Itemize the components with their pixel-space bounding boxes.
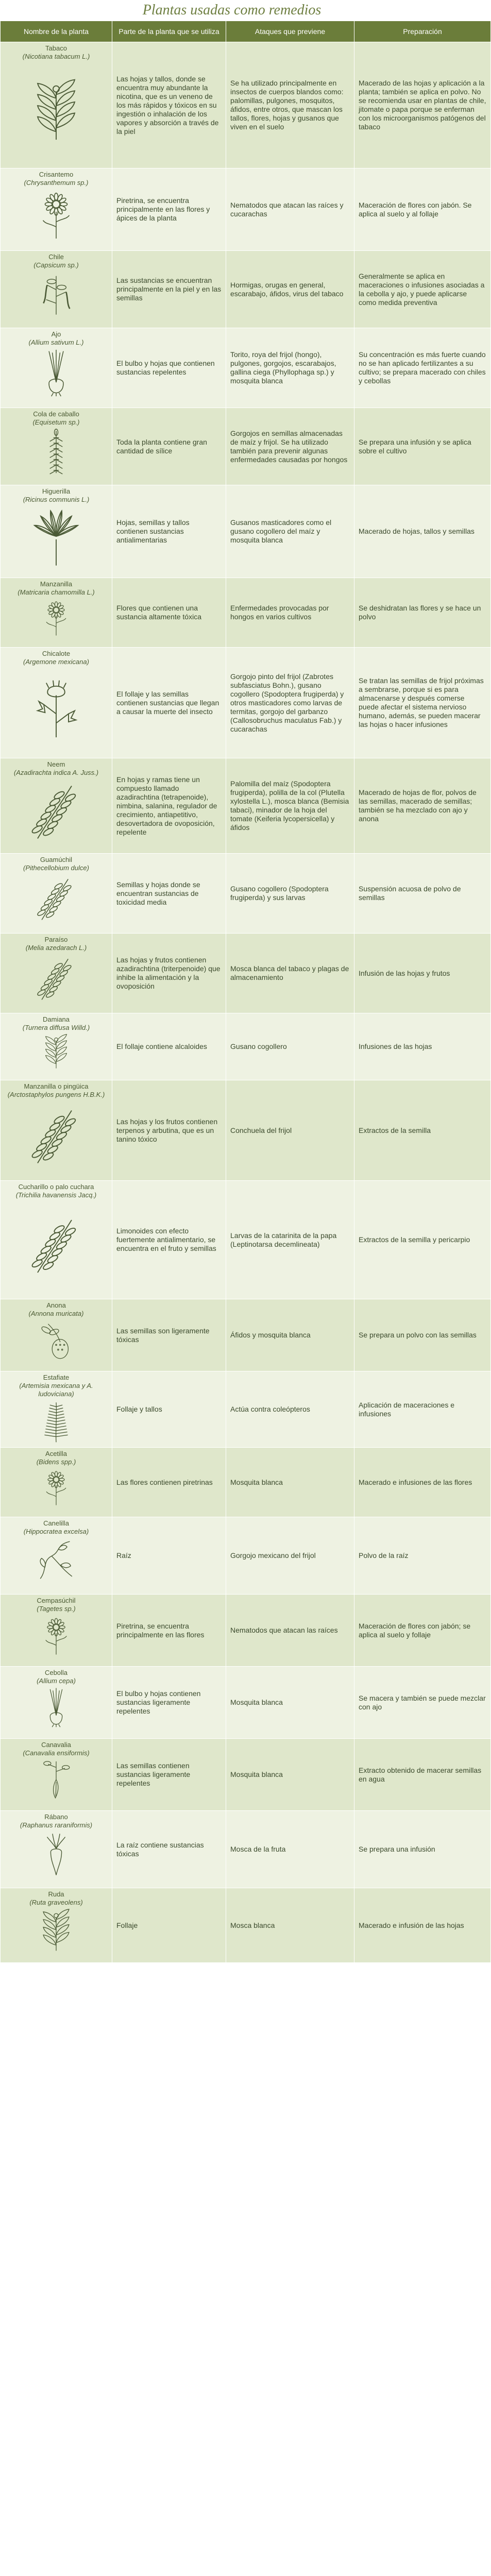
plant-illustration	[25, 189, 87, 242]
plant-illustration	[25, 1468, 87, 1508]
plant-part-cell: El follaje y las semillas contienen sustancias que llegan a causar la muerte del insecto	[112, 648, 226, 758]
plant-part-cell: Raíz	[112, 1517, 226, 1595]
preparation-cell: Extractos de la semilla y pericarpio	[354, 1181, 491, 1299]
plant-scientific-name: (Raphanus raraniformis)	[20, 1821, 93, 1829]
pests-cell: Enfermedades provocadas por hongos en varios cultivos	[226, 578, 354, 648]
plant-part-cell: La raíz contiene sustancias tóxicas	[112, 1811, 226, 1888]
remedies-table	[0, 21, 491, 1963]
plant-illustration	[25, 1400, 87, 1445]
table-row	[1, 1811, 491, 1888]
plant-scientific-name: (Bidens spp.)	[36, 1458, 76, 1466]
plant-cell	[1, 1667, 112, 1739]
header-plant-part: Parte de la planta que se utiliza	[112, 21, 226, 42]
pests-cell: Gusanos masticadores como el gusano cogollero del maíz y mosquita blanca	[226, 485, 354, 578]
preparation-cell: Su concentración es más fuerte cuando no se han aplicado fertilizantes a su cultivo; se prepara macerado con chiles y cebollas	[354, 328, 491, 408]
plant-part-cell: Limonoides con efecto fuertemente antialimentario, se encuentra en el fruto y semillas	[112, 1181, 226, 1299]
table-row	[1, 1181, 491, 1299]
table-row	[1, 648, 491, 758]
table-row	[1, 42, 491, 168]
plant-cell	[1, 758, 112, 854]
preparation-cell: Macerado de hojas, tallos y semillas	[354, 485, 491, 578]
preparation-cell: Generalmente se aplica en maceraciones o infusiones asociadas a la cebolla y ajo, y puede aplicarse como medida preventiva	[354, 251, 491, 328]
table-row	[1, 854, 491, 934]
pests-cell: Gusano cogollero	[226, 1013, 354, 1080]
plant-illustration	[25, 429, 87, 476]
plant-scientific-name: (Annona muricata)	[28, 1310, 84, 1317]
plant-scientific-name: (Matricaria chamomilla L.)	[18, 588, 95, 596]
plant-name	[4, 580, 109, 597]
plant-common-name: Chile	[48, 253, 64, 261]
plant-illustration	[25, 954, 87, 1004]
plant-illustration	[25, 599, 87, 638]
plant-scientific-name: (Allium sativum L.)	[28, 338, 84, 346]
plant-cell	[1, 1448, 112, 1517]
plant-part-cell: Follaje y tallos	[112, 1371, 226, 1448]
plant-common-name: Canelilla	[43, 1519, 69, 1527]
plant-name	[4, 171, 109, 187]
plant-scientific-name: (Trichilia havanensis Jacq.)	[15, 1191, 97, 1199]
plant-cell	[1, 578, 112, 648]
pests-cell: Gusano cogollero (Spodoptera frugiperda) y sus larvas	[226, 854, 354, 934]
pests-cell: Conchuela del frijol	[226, 1080, 354, 1181]
pests-cell: Hormigas, orugas en general, escarabajo, áfidos, virus del tabaco	[226, 251, 354, 328]
plant-part-cell: Flores que contienen una sustancia altamente tóxica	[112, 578, 226, 648]
plant-part-cell: Las hojas y frutos contienen azadirachtina (triterpenoide) que inhibe la alimentación y la ovoposición	[112, 934, 226, 1013]
plant-name	[4, 1597, 109, 1613]
preparation-cell: Polvo de la raíz	[354, 1517, 491, 1595]
plant-part-cell: Follaje	[112, 1888, 226, 1963]
plant-illustration	[25, 349, 87, 399]
plant-cell	[1, 1888, 112, 1963]
plant-illustration	[25, 1615, 87, 1657]
plant-scientific-name: (Equisetum sp.)	[32, 418, 80, 426]
pests-cell: Gorgojo mexicano del frijol	[226, 1517, 354, 1595]
plant-common-name: Higuerilla	[42, 487, 71, 495]
plant-part-cell: Piretrina, se encuentra principalmente en las flores	[112, 1595, 226, 1667]
plant-illustration	[25, 272, 87, 319]
plant-scientific-name: (Pithecellobium dulce)	[23, 864, 89, 872]
preparation-cell: Macerado e infusión de las hojas	[354, 1888, 491, 1963]
table-row	[1, 408, 491, 485]
plant-name	[4, 1519, 109, 1536]
plant-illustration	[25, 1034, 87, 1071]
preparation-cell: Maceración de flores con jabón. Se aplica al suelo y al follaje	[354, 168, 491, 251]
plant-name	[4, 410, 109, 427]
pests-cell: Nematodos que atacan las raíces	[226, 1595, 354, 1667]
plant-part-cell: Las semillas contienen sustancias ligeramente repelentes	[112, 1739, 226, 1811]
plant-cell	[1, 408, 112, 485]
plant-cell	[1, 1517, 112, 1595]
plant-common-name: Tabaco	[45, 44, 67, 52]
preparation-cell: Extractos de la semilla	[354, 1080, 491, 1181]
plant-name	[4, 1813, 109, 1829]
plant-illustration	[25, 506, 87, 569]
plant-part-cell: Las flores contienen piretrinas	[112, 1448, 226, 1517]
pests-cell: Nematodos que atacan las raíces y cucarachas	[226, 168, 354, 251]
plant-name	[4, 760, 109, 777]
plant-common-name: Neem	[47, 760, 65, 768]
plant-scientific-name: (Artemisia mexicana y A. ludoviciana)	[19, 1382, 93, 1398]
plant-name	[4, 1890, 109, 1907]
plant-name	[4, 44, 109, 61]
plant-part-cell: En hojas y ramas tiene un compuesto llamado azadirachtina (tetrapenoide), nimbina, salanina, regulador de crecimiento, antiapetitivo, desovertadora de ovoposición, repelente	[112, 758, 226, 854]
header-pests: Ataques que previene	[226, 21, 354, 42]
header-row	[1, 21, 491, 42]
plant-scientific-name: (Canavalia ensiformis)	[23, 1749, 90, 1757]
plant-cell	[1, 251, 112, 328]
plant-scientific-name: (Melia azedarach L.)	[25, 944, 87, 952]
plant-name	[4, 1741, 109, 1757]
table-row	[1, 1888, 491, 1963]
plant-common-name: Ajo	[51, 330, 61, 338]
plant-scientific-name: (Turnera diffusa Willd.)	[22, 1024, 90, 1031]
table-row	[1, 1371, 491, 1448]
plant-part-cell: Piretrina, se encuentra principalmente en las flores y ápices de la planta	[112, 168, 226, 251]
plant-illustration	[25, 1687, 87, 1730]
table-row	[1, 1299, 491, 1371]
plant-cell	[1, 854, 112, 934]
plant-illustration	[25, 779, 87, 844]
preparation-cell: Se deshidratan las flores y se hace un polvo	[354, 578, 491, 648]
plant-part-cell: Hojas, semillas y tallos contienen sustancias antialimentarias	[112, 485, 226, 578]
preparation-cell: Suspensión acuosa de polvo de semillas	[354, 854, 491, 934]
plant-common-name: Canavalia	[41, 1741, 71, 1749]
plant-common-name: Cola de caballo	[33, 410, 79, 418]
plant-common-name: Anona	[46, 1301, 66, 1309]
plant-name	[4, 1669, 109, 1685]
plant-common-name: Paraíso	[44, 936, 68, 943]
plant-common-name: Ruda	[48, 1890, 64, 1898]
table-row	[1, 251, 491, 328]
plant-name	[4, 856, 109, 872]
plant-cell	[1, 648, 112, 758]
table-row	[1, 1080, 491, 1181]
plant-illustration	[25, 1909, 87, 1954]
pests-cell: Torito, roya del frijol (hongo), pulgones, gorgojos, escarabajos, gallina ciega (Phyllophaga sp.) y mosquita blanca	[226, 328, 354, 408]
pests-cell: Larvas de la catarinita de la papa (Leptinotarsa decemlineata)	[226, 1181, 354, 1299]
pests-cell: Mosquita blanca	[226, 1667, 354, 1739]
plant-cell	[1, 42, 112, 168]
plant-cell	[1, 1080, 112, 1181]
preparation-cell: Extracto obtenido de macerar semillas en agua	[354, 1739, 491, 1811]
plant-name	[4, 1015, 109, 1032]
plant-illustration	[25, 1320, 87, 1362]
table-row	[1, 168, 491, 251]
preparation-cell: Se prepara una infusión y se aplica sobre el cultivo	[354, 408, 491, 485]
plant-part-cell: Las sustancias se encuentran principalmente en la piel y en las semillas	[112, 251, 226, 328]
plant-name	[4, 1301, 109, 1318]
plant-common-name: Chicalote	[42, 650, 71, 657]
plant-illustration	[25, 1538, 87, 1585]
plant-cell	[1, 1181, 112, 1299]
plant-name	[4, 253, 109, 269]
preparation-cell: Infusión de las hojas y frutos	[354, 934, 491, 1013]
plant-cell	[1, 485, 112, 578]
plant-part-cell: El bulbo y hojas contienen sustancias ligeramente repelentes	[112, 1667, 226, 1739]
preparation-cell: Macerado de las hojas y aplicación a la planta; también se aplica en polvo. No se recomienda usar en plantas de chile, jitomate o papa porque se enferman con los microorganismos patógenos del tabaco	[354, 42, 491, 168]
plant-illustration	[25, 1101, 87, 1172]
plant-part-cell: Las semillas son ligeramente tóxicas	[112, 1299, 226, 1371]
plant-illustration	[25, 1832, 87, 1879]
plant-common-name: Cebolla	[44, 1669, 68, 1676]
plant-illustration	[25, 1201, 87, 1290]
table-row	[1, 328, 491, 408]
pests-cell: Gorgojo pinto del frijol (Zabrotes subfasciatus Bohn.), gusano cogollero (Spodoptera frugiperda) y otros masticadores como larvas de termitas, gorgojo del garbanzo (Callosobruchus maculatus Fab.) y cucarachas	[226, 648, 354, 758]
plant-common-name: Cempasúchil	[37, 1597, 76, 1604]
plant-part-cell: El follaje contiene alcaloides	[112, 1013, 226, 1080]
plant-part-cell: Las hojas y tallos, donde se encuentra muy abundante la nicotina, que es un veneno de los más rápidos y tóxicos en su ingestión o inhalación de los vapores y absorción a través de la piel	[112, 42, 226, 168]
pests-cell: Mosca blanca	[226, 1888, 354, 1963]
plant-name	[4, 650, 109, 666]
table-row	[1, 1517, 491, 1595]
plant-cell	[1, 1739, 112, 1811]
plant-common-name: Acetilla	[45, 1450, 67, 1458]
plant-scientific-name: (Capsicum sp.)	[33, 261, 79, 269]
plant-name	[4, 1374, 109, 1398]
plant-name	[4, 330, 109, 347]
plant-common-name: Guamúchil	[40, 856, 73, 863]
plant-part-cell: Las hojas y los frutos contienen terpenos y arbutina, que es un tanino tóxico	[112, 1080, 226, 1181]
plant-scientific-name: (Azadirachta indica A. Juss.)	[13, 769, 99, 776]
table-row	[1, 1595, 491, 1667]
plant-scientific-name: (Hippocratea excelsa)	[23, 1528, 89, 1535]
table-row	[1, 485, 491, 578]
plant-common-name: Manzanilla o pingüica	[24, 1082, 89, 1090]
plant-name	[4, 487, 109, 504]
plant-scientific-name: (Tagetes sp.)	[37, 1605, 76, 1613]
plant-part-cell: El bulbo y hojas que contienen sustancias repelentes	[112, 328, 226, 408]
table-row	[1, 1448, 491, 1517]
plant-scientific-name: (Argemone mexicana)	[23, 658, 89, 666]
table-row	[1, 1667, 491, 1739]
plant-common-name: Crisantemo	[39, 171, 74, 178]
pests-cell: Mosquita blanca	[226, 1448, 354, 1517]
plant-cell	[1, 328, 112, 408]
table-row	[1, 758, 491, 854]
plant-part-cell: Toda la planta contiene gran cantidad de sílice	[112, 408, 226, 485]
plant-common-name: Damiana	[42, 1015, 70, 1023]
plant-scientific-name: (Ricinus communis L.)	[23, 496, 90, 503]
table-row	[1, 934, 491, 1013]
plant-illustration	[25, 1759, 87, 1802]
pests-cell: Gorgojos en semillas almacenadas de maíz y frijol. Se ha utilizado también para prevenir algunas enfermedades causadas por hongos	[226, 408, 354, 485]
table-row	[1, 1013, 491, 1080]
pests-cell: Mosca blanca del tabaco y plagas de almacenamiento	[226, 934, 354, 1013]
pests-cell: Actúa contra coleópteros	[226, 1371, 354, 1448]
preparation-cell: Se prepara una infusión	[354, 1811, 491, 1888]
page-title: Plantas usadas como remedios	[142, 2, 321, 18]
plant-cell	[1, 1811, 112, 1888]
plant-illustration	[25, 874, 87, 924]
plant-common-name: Manzanilla	[40, 580, 73, 588]
preparation-cell: Infusiones de las hojas	[354, 1013, 491, 1080]
plant-scientific-name: (Chrysanthemum sp.)	[24, 179, 89, 187]
preparation-cell: Macerado de hojas de flor, polvos de las semillas, macerado de semillas; también se ha mezclado con ajo y anona	[354, 758, 491, 854]
pests-cell: Se ha utilizado principalmente en insectos de cuerpos blandos como: palomillas, pulgones, mosquitos, áfidos, entre otros, que mascan los tallos, flores, hojas y gusanos que viven en el suelo	[226, 42, 354, 168]
pests-cell: Áfidos y mosquita blanca	[226, 1299, 354, 1371]
table-row	[1, 1739, 491, 1811]
preparation-cell: Maceración de flores con jabón; se aplica al suelo y follaje	[354, 1595, 491, 1667]
header-plant-name: Nombre de la planta	[1, 21, 112, 42]
plant-scientific-name: (Arctostaphylos pungens H.B.K.)	[7, 1091, 105, 1098]
preparation-cell: Se macera y también se puede mezclar con ajo	[354, 1667, 491, 1739]
pests-cell: Palomilla del maíz (Spodoptera frugiperda), polilla de la col (Plutella xylostella L.), mosca blanca (Bemisia tabaci), minador de la hoja del tomate (Keiferia lycopersicella) y áfidos	[226, 758, 354, 854]
plant-name	[4, 1450, 109, 1466]
plant-cell	[1, 168, 112, 251]
plant-cell	[1, 1371, 112, 1448]
plant-illustration	[25, 63, 87, 159]
plant-name	[4, 936, 109, 952]
table-row	[1, 578, 491, 648]
header-preparation: Preparación	[354, 21, 491, 42]
pests-cell: Mosquita blanca	[226, 1739, 354, 1811]
plant-cell	[1, 934, 112, 1013]
pests-cell: Mosca de la fruta	[226, 1811, 354, 1888]
plant-cell	[1, 1299, 112, 1371]
plant-part-cell: Semillas y hojas donde se encuentran sustancias de toxicidad media	[112, 854, 226, 934]
plant-scientific-name: (Nicotiana tabacum L.)	[22, 53, 90, 60]
plant-scientific-name: (Allium cepa)	[37, 1677, 76, 1685]
plant-illustration	[25, 668, 87, 749]
preparation-cell: Macerado e infusiones de las flores	[354, 1448, 491, 1517]
plant-cell	[1, 1013, 112, 1080]
plant-name	[4, 1082, 109, 1099]
preparation-cell: Se tratan las semillas de frijol próximas a sembrarse, porque si es para almacenarse y después comerse puede afectar el sistema nervioso humano, además, se pueden macerar las hojas o hacer infusiones	[354, 648, 491, 758]
plant-name	[4, 1183, 109, 1199]
preparation-cell: Se prepara un polvo con las semillas	[354, 1299, 491, 1371]
plant-common-name: Cucharillo o palo cuchara	[18, 1183, 94, 1191]
plant-cell	[1, 1595, 112, 1667]
plant-common-name: Rábano	[44, 1813, 68, 1821]
plant-common-name: Estafiate	[43, 1374, 70, 1381]
preparation-cell: Aplicación de maceraciones e infusiones	[354, 1371, 491, 1448]
plant-scientific-name: (Ruta graveolens)	[29, 1899, 83, 1906]
